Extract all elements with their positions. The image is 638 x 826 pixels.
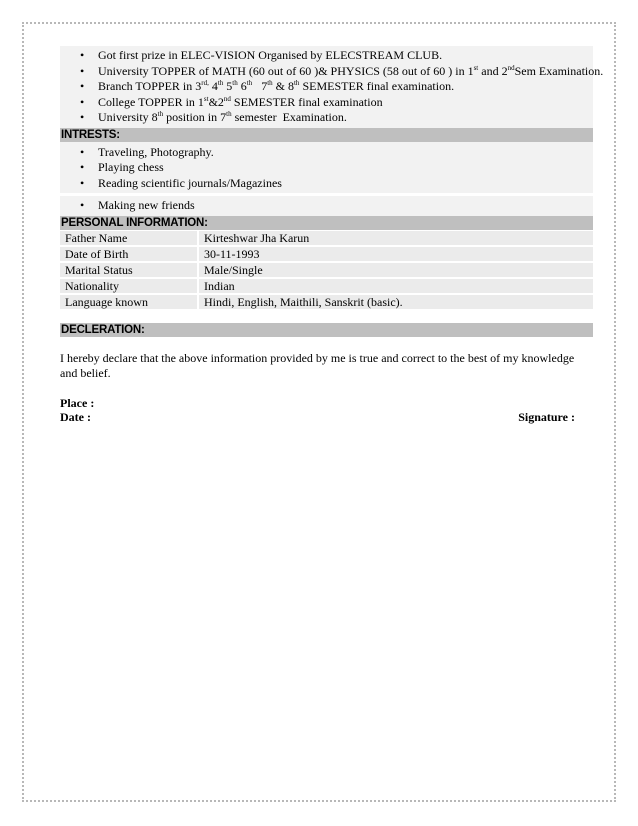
info-value: 30-11-1993 — [199, 247, 593, 261]
resume-content — [60, 46, 604, 424]
info-value: Hindi, English, Maithili, Sanskrit (basic). — [199, 295, 593, 309]
table-row — [60, 231, 593, 245]
info-key: Nationality — [60, 279, 199, 293]
achievement-item-4: • College TOPPER in 1st&2nd SEMESTER final examination — [60, 95, 593, 111]
table-row — [60, 279, 593, 293]
achievement-item-3: • Branch TOPPER in $3^{rd,}$ 4th 5th 6th 7th & 8th SEMESTER final examination. — [60, 79, 593, 95]
table-row — [60, 263, 593, 277]
personal-info-header: PERSONAL INFORMATION: — [60, 216, 593, 230]
interest-item: • Playing chess — [60, 160, 593, 176]
achievements-list — [60, 46, 604, 128]
interests-extra-list — [60, 196, 593, 216]
signature-label: Signature : — [518, 409, 575, 424]
achievement-item-1: • Got first prize in ELEC-VISION Organised by ELECSTREAM CLUB. — [60, 48, 593, 64]
declaration-header: DECLERATION: — [60, 323, 593, 337]
achievement-item-5: • University 8th position in 7th semester Examination. — [60, 110, 593, 126]
info-value: Kirteshwar Jha Karun — [199, 231, 593, 245]
personal-info-table — [60, 229, 593, 311]
achievement-item-2: • University TOPPER of MATH (60 out of 60 )& PHYSICS (58 out of 60 ) in 1st and 2ndSem Examination. — [60, 64, 593, 80]
interests-list — [60, 142, 593, 194]
table-row — [60, 295, 593, 309]
info-key: Language known — [60, 295, 199, 309]
interest-item: • Traveling, Photography. — [60, 145, 593, 161]
interest-item: • Making new friends — [60, 198, 593, 214]
date-label: Date : — [60, 409, 91, 424]
place-label: Place : — [60, 395, 95, 410]
declaration-text: I hereby declare that the above information provided by me is true and correct to the best of my knowledge and belief. — [60, 350, 575, 380]
info-value: Male/Single — [199, 263, 593, 277]
date-row — [60, 410, 593, 424]
info-key: Marital Status — [60, 263, 199, 277]
info-value: Indian — [199, 279, 593, 293]
interest-item: • Reading scientific journals/Magazines — [60, 176, 593, 192]
info-key: Father Name — [60, 231, 199, 245]
info-key: Date of Birth — [60, 247, 199, 261]
interests-header: INTRESTS: — [60, 128, 593, 142]
table-row — [60, 247, 593, 261]
